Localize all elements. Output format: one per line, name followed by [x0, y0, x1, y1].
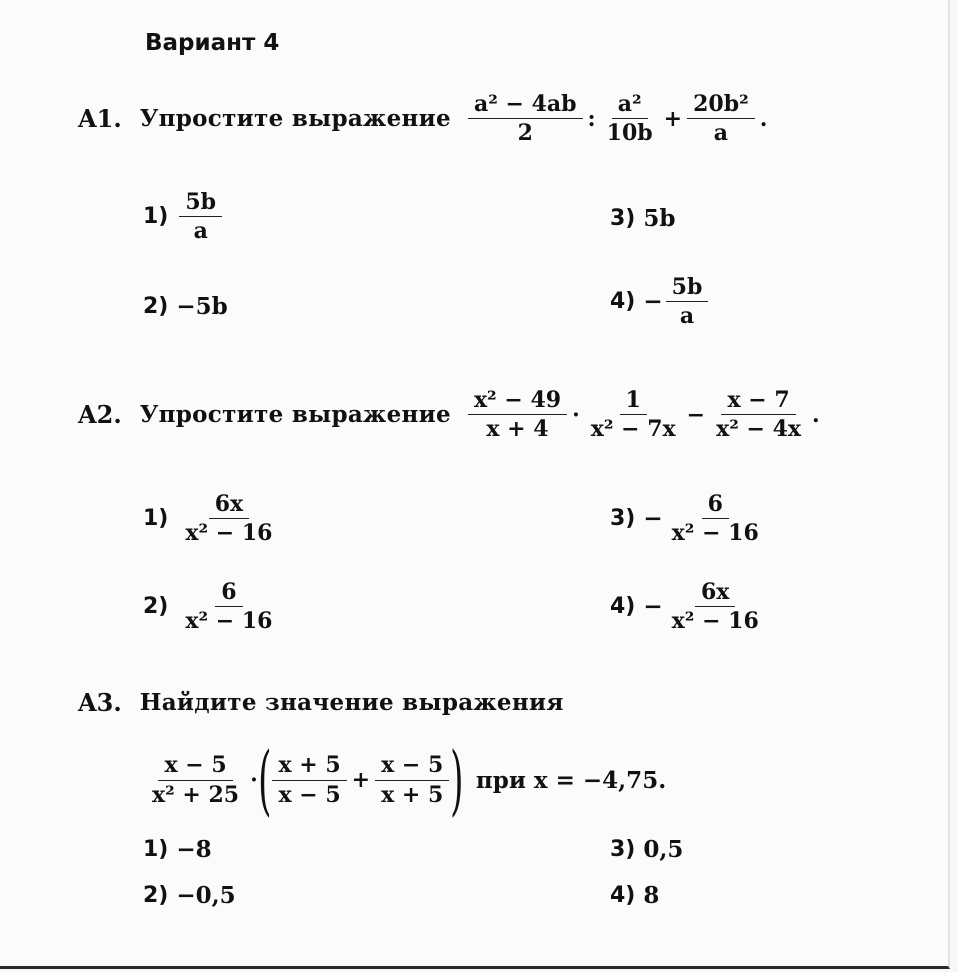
- a1-operator-2: +: [663, 105, 683, 132]
- a2-o2-numerator: 6: [215, 580, 242, 607]
- a1-f1-numerator: a² − 4ab: [468, 92, 583, 119]
- a3-left-paren: (: [257, 735, 272, 824]
- a1-operator-1: :: [587, 105, 596, 132]
- a1-f2-numerator: a²: [612, 92, 648, 119]
- a1-option-3-text: 5b: [643, 205, 676, 232]
- a1-fraction-2: [601, 92, 659, 145]
- a1-number: A1.: [78, 104, 122, 134]
- a1-o1-denominator: a: [193, 218, 208, 245]
- a1-option-2-text: −5b: [176, 293, 228, 320]
- a2-option-1-label: 1): [143, 506, 169, 532]
- a2-f1-denominator: x + 4: [486, 416, 549, 443]
- a3-expression: [143, 735, 667, 824]
- a3-option-3-text: 0,5: [643, 836, 684, 863]
- a3-option-2: [143, 882, 236, 909]
- a3-option-4: [610, 882, 659, 909]
- a2-o2-denominator: x² − 16: [185, 608, 273, 635]
- a1-option-4-label: 4): [610, 289, 636, 315]
- a1-option-4: [610, 275, 711, 328]
- variant-title: Вариант 4: [145, 30, 280, 56]
- a2-option-3-label: 3): [610, 506, 636, 532]
- a2-option-4-sign: −: [643, 593, 663, 621]
- a1-option-1: [143, 190, 225, 243]
- a3-f1-denominator: x² + 25: [152, 781, 240, 808]
- a2-operator-1: ·: [572, 401, 580, 428]
- a3-condition: при x = −4,75.: [475, 766, 667, 794]
- a2-o3-numerator: 6: [702, 492, 729, 519]
- a1-option-4-sign: −: [643, 288, 663, 316]
- a2-f2-denominator: x² − 7x: [590, 416, 676, 443]
- a1-prompt: Упростите выражение: [139, 105, 451, 133]
- a3-operator-2: +: [351, 767, 371, 793]
- a2-end-dot: .: [812, 401, 820, 428]
- a2-number: A2.: [78, 400, 122, 430]
- a3-option-4-text: 8: [643, 882, 660, 909]
- a1-option-4-fraction: [666, 275, 709, 328]
- a2-option-3-fraction: [666, 492, 765, 545]
- a3-fraction-2: [272, 753, 346, 806]
- a1-option-3: [610, 205, 675, 232]
- a1-o4-numerator: 5b: [666, 275, 709, 302]
- a2-option-2-label: 2): [143, 594, 169, 620]
- a2-o4-denominator: x² − 16: [671, 608, 759, 635]
- a1-o1-numerator: 5b: [179, 190, 222, 217]
- a2-option-4-label: 4): [610, 594, 636, 620]
- a2-f2-numerator: 1: [620, 388, 647, 415]
- a1-option-2-label: 2): [143, 294, 169, 319]
- a2-o1-numerator: 6x: [209, 492, 249, 519]
- a2-o3-denominator: x² − 16: [671, 520, 759, 547]
- a3-right-paren: ): [450, 735, 464, 824]
- a2-option-3-sign: −: [643, 505, 663, 533]
- a2-option-4: [610, 580, 768, 633]
- a2-f3-denominator: x² − 4x: [716, 416, 802, 443]
- a3-option-3-label: 3): [610, 837, 636, 862]
- a1-f3-numerator: 20b²: [687, 92, 755, 119]
- a3-option-4-label: 4): [610, 883, 636, 908]
- a3-option-2-text: −0,5: [176, 882, 236, 909]
- a3-f3-numerator: x − 5: [375, 753, 449, 780]
- a1-fraction-1: [468, 92, 583, 145]
- a1-option-1-fraction: [179, 190, 222, 243]
- a2-fraction-2: [585, 388, 682, 441]
- a1-fraction-3: [687, 92, 755, 145]
- a2-fraction-1: [468, 388, 567, 441]
- a2-o1-denominator: x² − 16: [185, 520, 273, 547]
- a2-option-2: [143, 580, 282, 633]
- a2-f1-numerator: x² − 49: [468, 388, 567, 415]
- a3-f2-denominator: x − 5: [278, 781, 341, 808]
- a1-option-1-label: 1): [143, 204, 169, 230]
- a2-o4-numerator: 6x: [695, 580, 735, 607]
- a1-f3-denominator: a: [713, 120, 729, 147]
- a1-f2-denominator: 10b: [606, 120, 653, 147]
- a2-prompt: Упростите выражение: [139, 401, 451, 429]
- a3-f2-numerator: x + 5: [272, 753, 346, 780]
- a3-option-1: [143, 836, 212, 863]
- a3-prompt: Найдите значение выражения: [139, 689, 564, 716]
- a2-option-4-fraction: [666, 580, 765, 633]
- a1-end-dot: .: [759, 105, 768, 132]
- question-a1: [78, 92, 769, 145]
- a2-option-2-fraction: [179, 580, 278, 633]
- a3-fraction-3: [375, 753, 449, 806]
- a3-option-2-label: 2): [143, 883, 169, 908]
- a3-operator-1: ·: [250, 767, 258, 793]
- question-a3: [78, 688, 564, 717]
- a3-option-3: [610, 836, 683, 863]
- a2-option-3: [610, 492, 768, 545]
- a3-f1-numerator: x − 5: [158, 753, 232, 780]
- a3-f3-denominator: x + 5: [381, 781, 444, 808]
- a2-f3-numerator: x − 7: [721, 388, 795, 415]
- a2-operator-2: −: [686, 401, 706, 428]
- a3-option-1-text: −8: [176, 836, 212, 863]
- a2-option-1-fraction: [179, 492, 278, 545]
- a2-fraction-3: [710, 388, 807, 441]
- a1-option-3-label: 3): [610, 206, 636, 231]
- question-a2: [78, 388, 822, 441]
- a3-option-1-label: 1): [143, 837, 169, 862]
- a1-o4-denominator: a: [679, 303, 695, 330]
- a3-fraction-1: [146, 753, 245, 806]
- a1-f1-denominator: 2: [517, 120, 533, 147]
- a1-option-2: [143, 293, 228, 320]
- a2-option-1: [143, 492, 282, 545]
- a3-number: A3.: [78, 688, 122, 717]
